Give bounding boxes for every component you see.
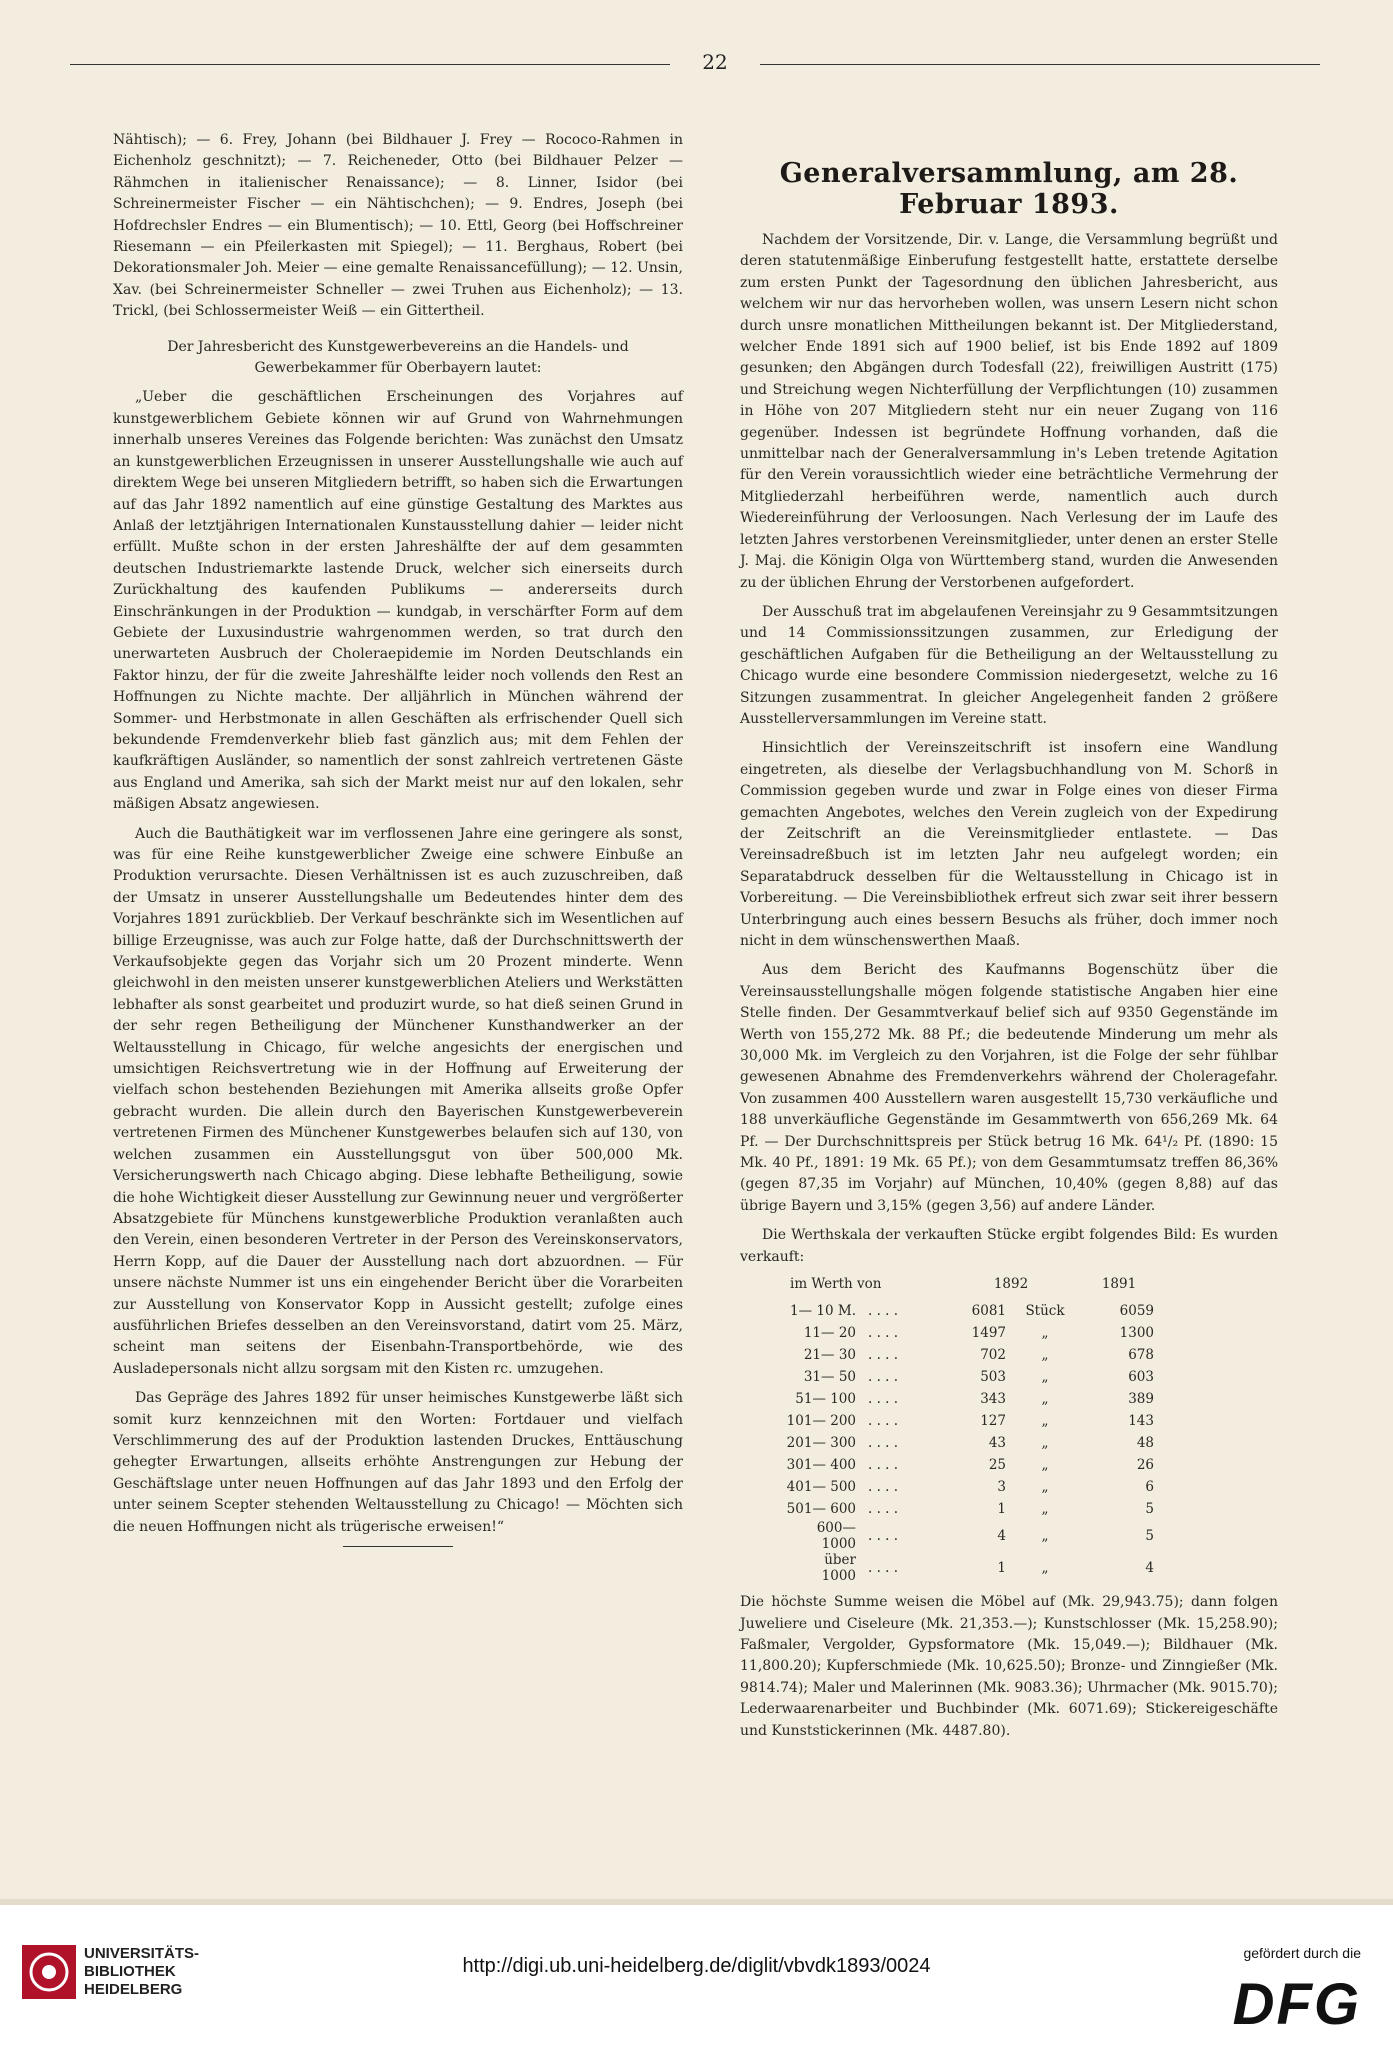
leader-dots: . . . . (868, 1413, 899, 1430)
header-rule-left (70, 64, 670, 65)
table-row (780, 1498, 1160, 1520)
value-1892-cell: 1 (997, 1501, 1006, 1518)
source-url-link[interactable]: http://digi.ub.uni-heidelberg.de/diglit/vbvdk1893/0024 (462, 1955, 931, 1977)
leader-dots: . . . . (868, 1369, 899, 1386)
header-rule-right (760, 64, 1320, 65)
range-cell: 51— 100 (795, 1391, 856, 1408)
leader-dots: . . . . (868, 1391, 899, 1408)
leader-dots: . . . . (868, 1325, 899, 1342)
table-row (780, 1520, 1160, 1552)
range-cell: 501— 600 (786, 1501, 856, 1518)
value-1892-cell: 343 (980, 1391, 1006, 1408)
table-row (780, 1344, 1160, 1366)
value-1892-cell: 25 (988, 1457, 1006, 1474)
header-1891: 1891 (1101, 1276, 1137, 1293)
value-1892-cell: 702 (980, 1347, 1006, 1364)
value-1891-cell: 48 (1136, 1435, 1154, 1452)
right-column (740, 130, 1278, 1750)
value-1891-cell: 4 (1145, 1560, 1154, 1577)
unit-cell: „ (1041, 1325, 1049, 1342)
leader-dots: . . . . (868, 1528, 899, 1545)
section-divider (343, 1546, 453, 1547)
table-row (780, 1410, 1160, 1432)
page-number: 22 (702, 50, 728, 74)
unit-cell: „ (1041, 1528, 1049, 1545)
right-paragraph: Hinsichtlich der Vereinszeitschrift ist insofern eine Wandlung eingetreten, als dieselbe der Verlagsbuchhandlung von M. Schorß in Commission gegeben wurde und zwar in Folge eines von dieser Firma gemachten Angebotes, welches den Verein zugleich von der Expedirung der Zeitschrift an die Vereinsmitglieder entlastete. — Das Vereinsadreßbuch ist im letzten Jahr neu aufgelegt worden; ein Separatabdruck desselben für die Weltausstellung in Chicago ist in Vorbereitung. — Die Vereinsbibliothek erfreut sich zwar seit ihrer bessern Unterbringung auch eines bessern Besuchs als früher, doch immer noch nicht in dem wünschenswerthen Maaß. (740, 740, 1278, 949)
value-1892-cell: 3 (997, 1479, 1006, 1496)
value-1892-cell: 6081 (971, 1303, 1006, 1320)
value-1891-cell: 603 (1128, 1369, 1154, 1386)
unit-cell: Stück (1025, 1303, 1065, 1320)
unit-cell: „ (1041, 1479, 1049, 1496)
unit-cell: „ (1041, 1369, 1049, 1386)
leader-dots: . . . . (868, 1560, 899, 1577)
value-1891-cell: 1300 (1119, 1325, 1154, 1342)
leader-dots: . . . . (868, 1347, 899, 1364)
leader-dots: . . . . (868, 1501, 899, 1518)
unit-cell: „ (1041, 1347, 1049, 1364)
value-1891-cell: 5 (1145, 1528, 1154, 1545)
value-1891-cell: 26 (1136, 1457, 1154, 1474)
article-title: Generalversammlung, am 28. Februar 1893. (779, 158, 1239, 220)
range-cell: 201— 300 (786, 1435, 856, 1452)
right-paragraph: Der Ausschuß trat im abgelaufenen Vereinsjahr zu 9 Gesammtsitzungen und 14 Commissionssitzungen zusammen, zur Erledigung der geschäftlichen Aufgaben für die Betheiligung an der Weltausstellung zu Chicago wurde eine besondere Commission niedergesetzt, welche zu 16 Sitzungen zusammentrat. In gleicher Angelegenheit fanden 2 größere Ausstellerversammlungen im Vereine statt. (740, 603, 1278, 727)
leader-dots: . . . . (868, 1457, 899, 1474)
value-1892-cell: 43 (988, 1435, 1006, 1452)
unit-cell: „ (1041, 1560, 1049, 1577)
range-cell: 1— 10 M. (790, 1303, 856, 1320)
range-cell: 401— 500 (786, 1479, 856, 1496)
closing-paragraph: Die höchste Summe weisen die Möbel auf (Mk. 29,943.75); dann folgen Juweliere und Ciseleure (Mk. 21,353.—); Kunstschlosser (Mk. 15,258.90); Faßmaler, Vergolder, Gypsformatore (Mk. 15,049.—); Bildhauer (Mk. 11,800.20); Kupferschmiede (Mk. 10,625.50); Bronze- und Zinngießer (Mk. 9814.74); Maler und Malerinnen (Mk. 9083.36); Uhrmacher (Mk. 9015.70); Lederwaarenarbeiter und Buchbinder (Mk. 6071.69); Stickereigeschäfte und Kunststickerinnen (Mk. 4487.80). (740, 1594, 1278, 1739)
left-column (113, 130, 683, 1547)
table-intro: Die Werthskala der verkauften Stücke ergibt folgendes Bild: Es wurden verkauft: (740, 1227, 1278, 1265)
footer-bar (0, 1905, 1393, 2060)
dfg-logo: DFG (1232, 1972, 1361, 2037)
table-row (780, 1476, 1160, 1498)
unit-cell: „ (1041, 1391, 1049, 1408)
value-1891-cell: 678 (1128, 1347, 1154, 1364)
table-row (780, 1300, 1160, 1322)
unit-cell: „ (1041, 1501, 1049, 1518)
value-1891-cell: 6 (1145, 1479, 1154, 1496)
table-row (780, 1388, 1160, 1410)
leader-dots: . . . . (868, 1303, 899, 1320)
leader-dots: . . . . (868, 1479, 899, 1496)
value-1891-cell: 389 (1128, 1391, 1154, 1408)
range-cell: 301— 400 (786, 1457, 856, 1474)
header-value-range: im Werth von (790, 1276, 882, 1293)
range-cell: 101— 200 (786, 1413, 856, 1430)
unit-cell: „ (1041, 1413, 1049, 1430)
funding-note: gefördert durch die (1243, 1945, 1361, 1961)
library-name-line: HEIDELBERG (84, 1981, 183, 1998)
header-1892: 1892 (993, 1276, 1029, 1293)
range-cell: 11— 20 (803, 1325, 856, 1342)
leader-dots: . . . . (868, 1435, 899, 1452)
left-section-heading: Der Jahresbericht des Kunstgewerbevereins an die Handels- und Gewerbekammer für Oberbayern lautet: (167, 338, 629, 377)
unit-cell: „ (1041, 1457, 1049, 1474)
right-paragraph: Nachdem der Vorsitzende, Dir. v. Lange, die Versammlung begrüßt und deren statutenmäßige Einberufung festgestellt hatte, erstattete derselbe zum ersten Punkt der Tagesordnung den üblichen Jahresbericht, aus welchem wir nur das hervorheben wollen, was unsern Lesern nicht schon durch unsre monatlichen Mittheilungen bekannt ist. Der Mitgliederstand, welcher Ende 1891 sich auf 1900 belief, ist bis Ende 1892 auf 1809 gesunken; den Abgängen durch Todesfall (22), freiwilligen Austritt (175) und Streichung wegen Nichterfüllung der Verpflichtungen (10) zusammen in Höhe von 207 Mitgliedern steht nur ein neuer Zugang von 116 gegenüber. Indessen ist begründete Hoffnung vorhanden, daß die unmittelbar nach der Generalversammlung in's Leben tretende Agitation für den Verein voraussichtlich wieder eine beträchtliche Vermehrung der Mitgliederzahl herbeiführen werde, namentlich auch durch Wiedereinführung der Verloosungen. Nach Verlesung der im Laufe des letzten Jahres verstorbenen Vereinsmitglieder, unter denen an erster Stelle J. Maj. die Königin Olga von Württemberg stand, wurden die Anwesenden zu der üblichen Ehrung der Verstorbenen aufgefordert. (740, 232, 1278, 591)
value-1892-cell: 503 (980, 1369, 1006, 1386)
library-name-line: UNIVERSITÄTS- (84, 1945, 200, 1962)
library-name-line: BIBLIOTHEK (84, 1963, 176, 1980)
table-row (780, 1432, 1160, 1454)
left-paragraph: Auch die Bauthätigkeit war im verflossenen Jahre eine geringere als sonst, was für eine Reihe kunstgewerblicher Zweige eine schwere Einbuße an Produktion verursachte. Diesen Verhältnissen ist es auch zuzuschreiben, daß der Umsatz in unserer Ausstellungshalle um Bedeutendes hinter dem des Vorjahres 1891 zurückblieb. Der Verkauf beschränkte sich im Wesentlichen auf billige Erzeugnisse, was auch zur Folge hatte, daß der Durchschnittswerth der Verkaufsobjekte gegen das Vorjahr sich um 20 Prozent minderte. Wenn gleichwohl in den meisten unserer kunstgewerblichen Ateliers und Werkstätten lebhafter als sonst gearbeitet und produzirt wurde, so hat dieß seinen Grund in der sehr regen Betheiligung der Münchener Kunsthandwerker an der Weltausstellung in Chicago, für welche angesichts der energischen und umsichtigen Reichsvertretung wie in der Hoffnung auf Erweiterung der vielfach schon bestehenden Beziehungen mit Amerika allseits große Opfer gebracht wurden. Die allein durch den Bayerischen Kunstgewerbeverein vertretenen Firmen des Münchener Kunstgewerbes belaufen sich auf 130, von welchen zusammen ein Ausstellungsgut von über 500,000 Mk. Versicherungswerth nach Chicago abging. Diese lebhafte Betheiligung, sowie die hohe Wichtigkeit dieser Ausstellung zur Gewinnung neuer und vergrößerter Absatzgebiete für Münchens kunstgewerbliche Produktion veranlaßten auch den Verein, einen besonderen Vertreter in der Person des Vereinskonservators, Herrn Kopp, auf die Dauer der Ausstellung nach dort abzuordnen. — Für unsere nächste Nummer ist uns ein eingehender Bericht über die Vorarbeiten zur Ausstellung von Konservator Kopp in Aussicht gestellt; zufolge eines ausführlichen Briefes desselben an den Vereinsvorstand, datirt vom 25. März, scheint man seitens der Eisenbahn-Transportbehörde, wie des Ausladepersonals nicht allzu sorgsam mit den Kisten rc. umzugehen. (113, 825, 683, 1377)
table-row (780, 1322, 1160, 1344)
right-paragraph: Aus dem Bericht des Kaufmanns Bogenschütz über die Vereinsausstellungshalle mögen folgende statistische Angaben hier eine Stelle finden. Der Gesammtverkauf belief sich auf 9350 Gegenstände im Werth von 155,272 Mk. 88 Pf.; die bedeutende Minderung um mehr als 30,000 Mk. im Vergleich zu den Vorjahren, ist die Folge der sehr fühlbar gewesenen Abnahme des Fremdenverkehrs während der Choleragefahr. Von zusammen 400 Ausstellern waren ausgestellt 15,730 verkäufliche und 188 unverkäufliche Gegenstände im Gesammtwerth von 656,269 Mk. 64 Pf. — Der Durchschnittspreis per Stück betrug 16 Mk. 64¹/₂ Pf. (1890: 15 Mk. 40 Pf., 1891: 19 Mk. 65 Pf.); von dem Gesammtumsatz treffen 86,36% (gegen 87,35 im Vorjahr) auf München, 10,40% (gegen 8,88) auf das übrige Bayern und 3,15% (gegen 3,56) auf andere Länder. (740, 962, 1278, 1214)
value-1891-cell: 6059 (1119, 1303, 1154, 1320)
table-row (780, 1552, 1160, 1584)
value-1892-cell: 4 (997, 1528, 1006, 1545)
value-1892-cell: 1497 (971, 1325, 1006, 1342)
table-header-row (780, 1276, 1160, 1300)
unit-cell: „ (1041, 1435, 1049, 1452)
range-cell: 31— 50 (803, 1369, 856, 1386)
value-1891-cell: 5 (1145, 1501, 1154, 1518)
left-paragraph: Das Gepräge des Jahres 1892 für unser heimisches Kunstgewerbe läßt sich somit kurz kennzeichnen mit den Worten: Fortdauer und vielfach Verschlimmerung des auf der Produktion lastenden Druckes, Enttäuschung gehegter Erwartungen, allseits erhöhte Anstrengungen zur Hebung der Geschäftslage unter neuen Hoffnungen auf das Jahr 1893 und den Erfolg der unter seinem Scepter stehenden Weltausstellung zu Chicago! — Möchten sich die neuen Hoffnungen nicht als trügerische erweisen!“ (113, 1390, 683, 1535)
table-row (780, 1366, 1160, 1388)
left-paragraph: „Ueber die geschäftlichen Erscheinungen des Vorjahres auf kunstgewerblichem Gebiete können wir auf Grund von Wahrnehmungen innerhalb unseres Vereines das Folgende berichten: Was zunächst den Umsatz an kunstgewerblichen Erzeugnissen in unserer Ausstellungshalle wie auch auf direktem Wege bei unseren Mitgliedern betrifft, so haben sich die Erwartungen auf das Jahr 1892 namentlich auf eine günstige Gestaltung des Marktes aus Anlaß der letztjährigen Internationalen Kunstausstellung dahier — leider nicht erfüllt. Mußte schon in der ersten Jahreshälfte der auf dem gesammten deutschen Industriemarkte lastende Druck, welcher sich einerseits durch Zurückhaltung des kaufenden Publikums — andererseits durch Einschränkungen in der Produktion — kundgab, in verschärfter Form auf dem Gebiete der Luxusindustrie wahrgenommen werden, so trat durch den unerwarteten Ausbruch der Choleraepidemie im Norden Deutschlands ein Faktor hinzu, der für die zweite Jahreshälfte leider noch vollends den Rest an Hoffnungen zu Nichte machte. Der alljährlich in München während der Sommer- und Herbstmonate in allen Geschäften als erfrischender Quell sich bekundende Fremdenverkehr blieb fast gänzlich aus; mit dem Fehlen der kaufkräftigen Ausländer, so namentlich der sonst zahlreich vertretenen Gäste aus England und Amerika, sah sich der Markt meist nur auf den lokalen, sehr mäßigen Absatz angewiesen. (113, 389, 683, 813)
table-row (780, 1454, 1160, 1476)
value-1892-cell: 1 (997, 1560, 1006, 1577)
range-cell: 600—1000 (816, 1520, 856, 1553)
sales-value-table (780, 1276, 1160, 1584)
range-cell: 21— 30 (803, 1347, 856, 1364)
range-cell: über 1000 (821, 1552, 856, 1585)
value-1891-cell: 143 (1128, 1413, 1154, 1430)
left-intro-paragraph: Nähtisch); — 6. Frey, Johann (bei Bildhauer J. Frey — Rococo-Rahmen in Eichenholz geschnitzt); — 7. Reicheneder, Otto (bei Bildhauer Pelzer — Rähmchen in italienischer Renaissance); — 8. Linner, Isidor (bei Schreinermeister Fischer — ein Nähtischchen); — 9. Endres, Joseph (bei Hofdrechsler Endres — ein Blumentisch); — 10. Ettl, Georg (bei Hoffschreiner Riesemann — ein Pfeilerkasten mit Spiegel); — 11. Berghaus, Robert (bei Dekorationsmaler Joh. Meier — eine gemalte Renaissancefüllung); — 12. Unsin, Xav. (bei Schreinermeister Schneller — zwei Truhen aus Eichenholz); — 13. Trickl, (bei Schlossermeister Weiß — ein Gittertheil. (113, 132, 683, 320)
value-1892-cell: 127 (980, 1413, 1006, 1430)
